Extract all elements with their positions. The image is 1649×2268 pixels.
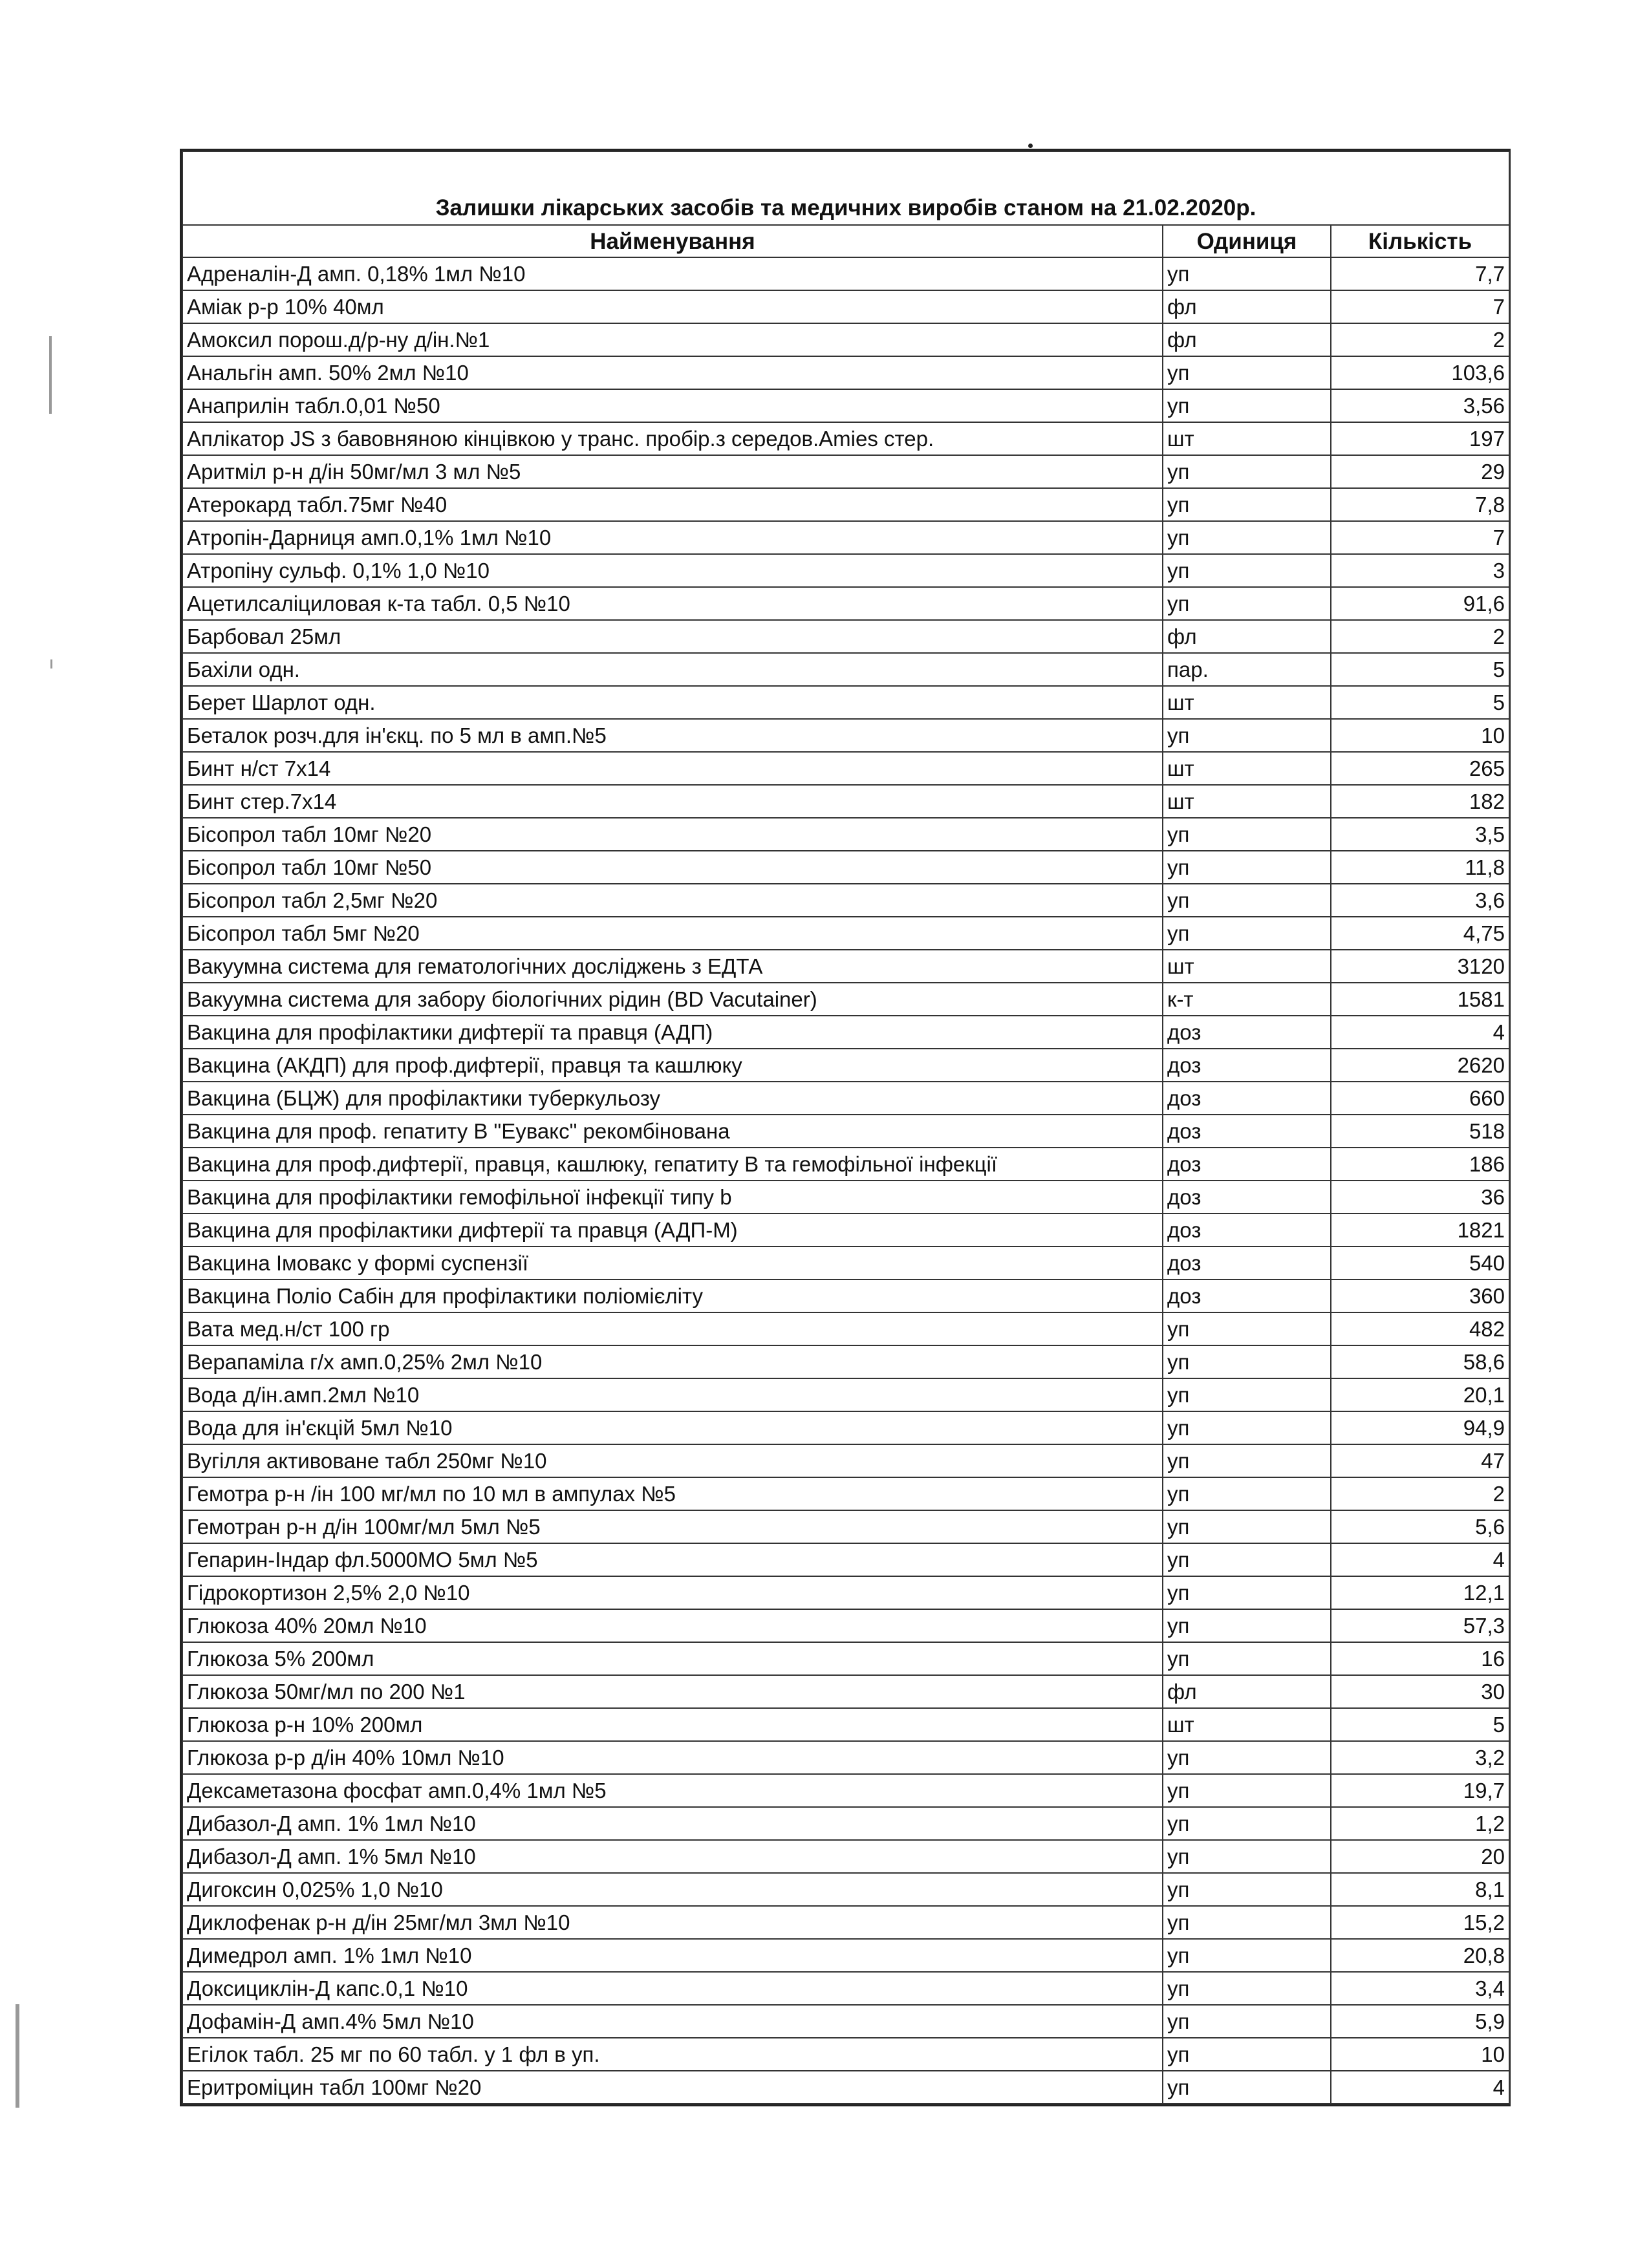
table-row bbox=[182, 1279, 1509, 1312]
item-unit: уп bbox=[1163, 1345, 1331, 1378]
table-row bbox=[182, 917, 1509, 950]
document-title: Залишки лікарських засобів та медичних виробів станом на 21.02.2020р. bbox=[182, 151, 1509, 225]
item-name: Вата мед.н/ст 100 гр bbox=[182, 1312, 1163, 1345]
item-name: Бісопрол табл 2,5мг №20 bbox=[182, 884, 1163, 917]
item-unit: уп bbox=[1163, 818, 1331, 851]
item-name: Дибазол-Д амп. 1% 5мл №10 bbox=[182, 1840, 1163, 1873]
table-row bbox=[182, 1345, 1509, 1378]
table-row bbox=[182, 587, 1509, 620]
table-row bbox=[182, 2071, 1509, 2104]
item-unit: шт bbox=[1163, 1708, 1331, 1741]
item-unit: доз bbox=[1163, 1082, 1331, 1115]
item-quantity: 2 bbox=[1331, 1477, 1509, 1510]
item-unit: уп bbox=[1163, 884, 1331, 917]
item-quantity: 20 bbox=[1331, 1840, 1509, 1873]
item-unit: уп bbox=[1163, 1444, 1331, 1477]
table-row bbox=[182, 2038, 1509, 2071]
item-quantity: 58,6 bbox=[1331, 1345, 1509, 1378]
item-unit: уп bbox=[1163, 587, 1331, 620]
item-name: Берет Шарлот одн. bbox=[182, 686, 1163, 719]
column-header-quantity: Кількість bbox=[1331, 225, 1509, 257]
item-name: Доксициклін-Д капс.0,1 №10 bbox=[182, 1972, 1163, 2005]
item-quantity: 3,4 bbox=[1331, 1972, 1509, 2005]
table-row bbox=[182, 1576, 1509, 1609]
item-quantity: 36 bbox=[1331, 1181, 1509, 1214]
item-quantity: 5,6 bbox=[1331, 1510, 1509, 1543]
item-quantity: 3,2 bbox=[1331, 1741, 1509, 1774]
item-quantity: 4,75 bbox=[1331, 917, 1509, 950]
item-name: Аплікатор JS з бавовняною кінцівкою у транс. пробір.з середов.Amies стер. bbox=[182, 422, 1163, 455]
item-unit: пар. bbox=[1163, 653, 1331, 686]
column-header-unit: Одиниця bbox=[1163, 225, 1331, 257]
table-row bbox=[182, 1016, 1509, 1049]
item-name: Вакцина Поліо Сабін для профілактики поліомієліту bbox=[182, 1279, 1163, 1312]
item-unit: шт bbox=[1163, 422, 1331, 455]
item-quantity: 103,6 bbox=[1331, 356, 1509, 389]
item-quantity: 20,8 bbox=[1331, 1939, 1509, 1972]
item-quantity: 7,8 bbox=[1331, 488, 1509, 521]
table-row bbox=[182, 1642, 1509, 1675]
item-name: Вакцина для профілактики гемофільної інфекції типу b bbox=[182, 1181, 1163, 1214]
item-name: Вакцина для профілактики дифтерії та правця (АДП-М) bbox=[182, 1214, 1163, 1246]
item-unit: шт bbox=[1163, 686, 1331, 719]
item-name: Вода для ін'єкцій 5мл №10 bbox=[182, 1411, 1163, 1444]
item-unit: уп bbox=[1163, 554, 1331, 587]
item-name: Гепарин-Індар фл.5000МО 5мл №5 bbox=[182, 1543, 1163, 1576]
item-name: Диклофенак р-н д/ін 25мг/мл 3мл №10 bbox=[182, 1906, 1163, 1939]
table-row bbox=[182, 1774, 1509, 1807]
table-row bbox=[182, 1477, 1509, 1510]
item-unit: доз bbox=[1163, 1214, 1331, 1246]
item-unit: уп bbox=[1163, 1807, 1331, 1840]
item-name: Вакцина для профілактики дифтерії та правця (АДП) bbox=[182, 1016, 1163, 1049]
item-unit: уп bbox=[1163, 1906, 1331, 1939]
item-unit: уп bbox=[1163, 2071, 1331, 2104]
item-name: Атропіну сульф. 0,1% 1,0 №10 bbox=[182, 554, 1163, 587]
item-unit: фл bbox=[1163, 1675, 1331, 1708]
item-unit: уп bbox=[1163, 257, 1331, 290]
item-name: Гемотра р-н /ін 100 мг/мл по 10 мл в ампулах №5 bbox=[182, 1477, 1163, 1510]
item-quantity: 265 bbox=[1331, 752, 1509, 785]
item-quantity: 1,2 bbox=[1331, 1807, 1509, 1840]
item-unit: уп bbox=[1163, 1576, 1331, 1609]
item-quantity: 19,7 bbox=[1331, 1774, 1509, 1807]
item-name: Бісопрол табл 10мг №20 bbox=[182, 818, 1163, 851]
item-unit: уп bbox=[1163, 851, 1331, 884]
item-name: Барбовал 25мл bbox=[182, 620, 1163, 653]
inventory-table bbox=[182, 151, 1510, 2104]
scan-dot bbox=[1028, 144, 1033, 148]
item-name: Беталок розч.для ін'єкц. по 5 мл в амп.№5 bbox=[182, 719, 1163, 752]
item-name: Аміак р-р 10% 40мл bbox=[182, 290, 1163, 323]
table-row bbox=[182, 1906, 1509, 1939]
item-unit: уп bbox=[1163, 455, 1331, 488]
table-row bbox=[182, 818, 1509, 851]
item-quantity: 8,1 bbox=[1331, 1873, 1509, 1906]
item-unit: уп bbox=[1163, 1510, 1331, 1543]
column-header-name: Найменування bbox=[182, 225, 1163, 257]
item-quantity: 16 bbox=[1331, 1642, 1509, 1675]
item-name: Бинт стер.7х14 bbox=[182, 785, 1163, 818]
table-row bbox=[182, 1873, 1509, 1906]
item-name: Бісопрол табл 10мг №50 bbox=[182, 851, 1163, 884]
table-row bbox=[182, 884, 1509, 917]
item-unit: уп bbox=[1163, 521, 1331, 554]
item-name: Дигоксин 0,025% 1,0 №10 bbox=[182, 1873, 1163, 1906]
item-unit: уп bbox=[1163, 1642, 1331, 1675]
table-row bbox=[182, 389, 1509, 422]
table-row bbox=[182, 1246, 1509, 1279]
item-quantity: 20,1 bbox=[1331, 1378, 1509, 1411]
item-unit: уп bbox=[1163, 1543, 1331, 1576]
item-name: Амоксил порош.д/р-ну д/ін.№1 bbox=[182, 323, 1163, 356]
item-name: Гідрокортизон 2,5% 2,0 №10 bbox=[182, 1576, 1163, 1609]
item-quantity: 15,2 bbox=[1331, 1906, 1509, 1939]
item-quantity: 2620 bbox=[1331, 1049, 1509, 1082]
item-quantity: 540 bbox=[1331, 1246, 1509, 1279]
item-name: Аритміл р-н д/ін 50мг/мл 3 мл №5 bbox=[182, 455, 1163, 488]
item-quantity: 197 bbox=[1331, 422, 1509, 455]
item-name: Гемотран р-н д/ін 100мг/мл 5мл №5 bbox=[182, 1510, 1163, 1543]
table-row bbox=[182, 785, 1509, 818]
item-name: Глюкоза р-н 10% 200мл bbox=[182, 1708, 1163, 1741]
item-name: Глюкоза 50мг/мл по 200 №1 bbox=[182, 1675, 1163, 1708]
item-unit: шт bbox=[1163, 752, 1331, 785]
item-quantity: 2 bbox=[1331, 620, 1509, 653]
item-name: Вакцина (БЦЖ) для профілактики туберкульозу bbox=[182, 1082, 1163, 1115]
table-row bbox=[182, 686, 1509, 719]
item-quantity: 182 bbox=[1331, 785, 1509, 818]
item-unit: уп bbox=[1163, 1972, 1331, 2005]
item-unit: фл bbox=[1163, 620, 1331, 653]
item-unit: уп bbox=[1163, 389, 1331, 422]
item-quantity: 518 bbox=[1331, 1115, 1509, 1148]
item-quantity: 660 bbox=[1331, 1082, 1509, 1115]
table-row bbox=[182, 851, 1509, 884]
item-name: Анальгін амп. 50% 2мл №10 bbox=[182, 356, 1163, 389]
item-quantity: 29 bbox=[1331, 455, 1509, 488]
item-quantity: 482 bbox=[1331, 1312, 1509, 1345]
item-quantity: 186 bbox=[1331, 1148, 1509, 1181]
item-quantity: 1581 bbox=[1331, 983, 1509, 1016]
table-row bbox=[182, 455, 1509, 488]
item-quantity: 3 bbox=[1331, 554, 1509, 587]
item-name: Димедрол амп. 1% 1мл №10 bbox=[182, 1939, 1163, 1972]
item-unit: уп bbox=[1163, 2005, 1331, 2038]
item-quantity: 3,6 bbox=[1331, 884, 1509, 917]
item-name: Бинт н/ст 7х14 bbox=[182, 752, 1163, 785]
table-row bbox=[182, 356, 1509, 389]
table-row bbox=[182, 752, 1509, 785]
table-row bbox=[182, 521, 1509, 554]
item-quantity: 4 bbox=[1331, 1016, 1509, 1049]
item-quantity: 11,8 bbox=[1331, 851, 1509, 884]
table-row bbox=[182, 1378, 1509, 1411]
item-name: Бісопрол табл 5мг №20 bbox=[182, 917, 1163, 950]
table-row bbox=[182, 1148, 1509, 1181]
item-unit: доз bbox=[1163, 1148, 1331, 1181]
item-name: Глюкоза 5% 200мл bbox=[182, 1642, 1163, 1675]
item-unit: к-т bbox=[1163, 983, 1331, 1016]
item-quantity: 1821 bbox=[1331, 1214, 1509, 1246]
table-row bbox=[182, 2005, 1509, 2038]
table-row bbox=[182, 1741, 1509, 1774]
item-name: Вугілля активоване табл 250мг №10 bbox=[182, 1444, 1163, 1477]
table-row bbox=[182, 1181, 1509, 1214]
item-unit: шт bbox=[1163, 950, 1331, 983]
item-unit: уп bbox=[1163, 1840, 1331, 1873]
item-unit: уп bbox=[1163, 1609, 1331, 1642]
item-name: Дибазол-Д амп. 1% 1мл №10 bbox=[182, 1807, 1163, 1840]
scan-artifact bbox=[16, 2004, 19, 2108]
table-row bbox=[182, 653, 1509, 686]
item-unit: уп bbox=[1163, 1741, 1331, 1774]
item-unit: доз bbox=[1163, 1115, 1331, 1148]
item-name: Анаприлін табл.0,01 №50 bbox=[182, 389, 1163, 422]
item-unit: уп bbox=[1163, 356, 1331, 389]
item-name: Бахіли одн. bbox=[182, 653, 1163, 686]
item-quantity: 360 bbox=[1331, 1279, 1509, 1312]
item-quantity: 3,5 bbox=[1331, 818, 1509, 851]
item-unit: доз bbox=[1163, 1181, 1331, 1214]
table-row bbox=[182, 1115, 1509, 1148]
item-name: Адреналін-Д амп. 0,18% 1мл №10 bbox=[182, 257, 1163, 290]
item-unit: уп bbox=[1163, 1378, 1331, 1411]
table-row bbox=[182, 719, 1509, 752]
table-row bbox=[182, 1444, 1509, 1477]
item-quantity: 47 bbox=[1331, 1444, 1509, 1477]
table-body bbox=[182, 257, 1509, 2104]
table-row bbox=[182, 554, 1509, 587]
item-quantity: 4 bbox=[1331, 2071, 1509, 2104]
item-unit: фл bbox=[1163, 290, 1331, 323]
item-unit: уп bbox=[1163, 2038, 1331, 2071]
item-name: Вакцина для проф.дифтерії, правця, кашлюку, гепатиту В та гемофільної інфекції bbox=[182, 1148, 1163, 1181]
table-row bbox=[182, 488, 1509, 521]
item-name: Ацетилсаліциловая к-та табл. 0,5 №10 bbox=[182, 587, 1163, 620]
table-row bbox=[182, 1411, 1509, 1444]
item-name: Вода д/ін.амп.2мл №10 bbox=[182, 1378, 1163, 1411]
item-unit: уп bbox=[1163, 719, 1331, 752]
item-unit: фл bbox=[1163, 323, 1331, 356]
table-row bbox=[182, 620, 1509, 653]
item-name: Вакцина (АКДП) для проф.дифтерії, правця та кашлюку bbox=[182, 1049, 1163, 1082]
item-name: Вакуумна система для гематологічних досліджень з ЕДТА bbox=[182, 950, 1163, 983]
scan-artifact bbox=[49, 336, 52, 414]
item-name: Верапаміла г/х амп.0,25% 2мл №10 bbox=[182, 1345, 1163, 1378]
item-unit: доз bbox=[1163, 1016, 1331, 1049]
table-row bbox=[182, 290, 1509, 323]
table-row bbox=[182, 1972, 1509, 2005]
header-row bbox=[182, 225, 1509, 257]
item-unit: шт bbox=[1163, 785, 1331, 818]
table-row bbox=[182, 983, 1509, 1016]
table-row bbox=[182, 257, 1509, 290]
item-quantity: 5 bbox=[1331, 653, 1509, 686]
table-row bbox=[182, 1214, 1509, 1246]
table-row bbox=[182, 1939, 1509, 1972]
item-quantity: 7 bbox=[1331, 290, 1509, 323]
table-row bbox=[182, 1840, 1509, 1873]
item-name: Вакцина для проф. гепатиту В "Еувакс" рекомбінована bbox=[182, 1115, 1163, 1148]
item-unit: доз bbox=[1163, 1049, 1331, 1082]
item-quantity: 91,6 bbox=[1331, 587, 1509, 620]
item-name: Вакцина Імовакс у формі суспензії bbox=[182, 1246, 1163, 1279]
item-unit: уп bbox=[1163, 1873, 1331, 1906]
item-unit: уп bbox=[1163, 917, 1331, 950]
item-quantity: 3120 bbox=[1331, 950, 1509, 983]
table-row bbox=[182, 950, 1509, 983]
item-unit: уп bbox=[1163, 1477, 1331, 1510]
table-row bbox=[182, 1807, 1509, 1840]
item-name: Глюкоза р-р д/ін 40% 10мл №10 bbox=[182, 1741, 1163, 1774]
item-name: Атропін-Дарниця амп.0,1% 1мл №10 bbox=[182, 521, 1163, 554]
scan-artifact bbox=[50, 659, 52, 669]
item-quantity: 57,3 bbox=[1331, 1609, 1509, 1642]
item-unit: уп bbox=[1163, 1939, 1331, 1972]
item-name: Еритроміцин табл 100мг №20 bbox=[182, 2071, 1163, 2104]
item-quantity: 10 bbox=[1331, 2038, 1509, 2071]
item-quantity: 7,7 bbox=[1331, 257, 1509, 290]
item-quantity: 4 bbox=[1331, 1543, 1509, 1576]
item-name: Дофамін-Д амп.4% 5мл №10 bbox=[182, 2005, 1163, 2038]
item-quantity: 7 bbox=[1331, 521, 1509, 554]
item-name: Дексаметазона фосфат амп.0,4% 1мл №5 bbox=[182, 1774, 1163, 1807]
item-quantity: 5 bbox=[1331, 1708, 1509, 1741]
inventory-table-frame bbox=[180, 149, 1511, 2106]
table-row bbox=[182, 1609, 1509, 1642]
item-quantity: 5,9 bbox=[1331, 2005, 1509, 2038]
table-row bbox=[182, 1049, 1509, 1082]
item-unit: доз bbox=[1163, 1279, 1331, 1312]
item-name: Егілок табл. 25 мг по 60 табл. у 1 фл в уп. bbox=[182, 2038, 1163, 2071]
table-row bbox=[182, 1675, 1509, 1708]
table-row bbox=[182, 1510, 1509, 1543]
item-quantity: 3,56 bbox=[1331, 389, 1509, 422]
item-quantity: 30 bbox=[1331, 1675, 1509, 1708]
item-unit: доз bbox=[1163, 1246, 1331, 1279]
table-row bbox=[182, 1312, 1509, 1345]
item-name: Вакуумна система для забору біологічних рідин (BD Vacutainer) bbox=[182, 983, 1163, 1016]
item-quantity: 2 bbox=[1331, 323, 1509, 356]
item-unit: уп bbox=[1163, 1312, 1331, 1345]
item-unit: уп bbox=[1163, 1774, 1331, 1807]
table-row bbox=[182, 323, 1509, 356]
item-unit: уп bbox=[1163, 1411, 1331, 1444]
item-quantity: 5 bbox=[1331, 686, 1509, 719]
item-quantity: 10 bbox=[1331, 719, 1509, 752]
item-name: Атерокард табл.75мг №40 bbox=[182, 488, 1163, 521]
item-name: Глюкоза 40% 20мл №10 bbox=[182, 1609, 1163, 1642]
table-row bbox=[182, 1543, 1509, 1576]
item-unit: уп bbox=[1163, 488, 1331, 521]
item-quantity: 94,9 bbox=[1331, 1411, 1509, 1444]
table-row bbox=[182, 1708, 1509, 1741]
item-quantity: 12,1 bbox=[1331, 1576, 1509, 1609]
table-row bbox=[182, 1082, 1509, 1115]
table-row bbox=[182, 422, 1509, 455]
